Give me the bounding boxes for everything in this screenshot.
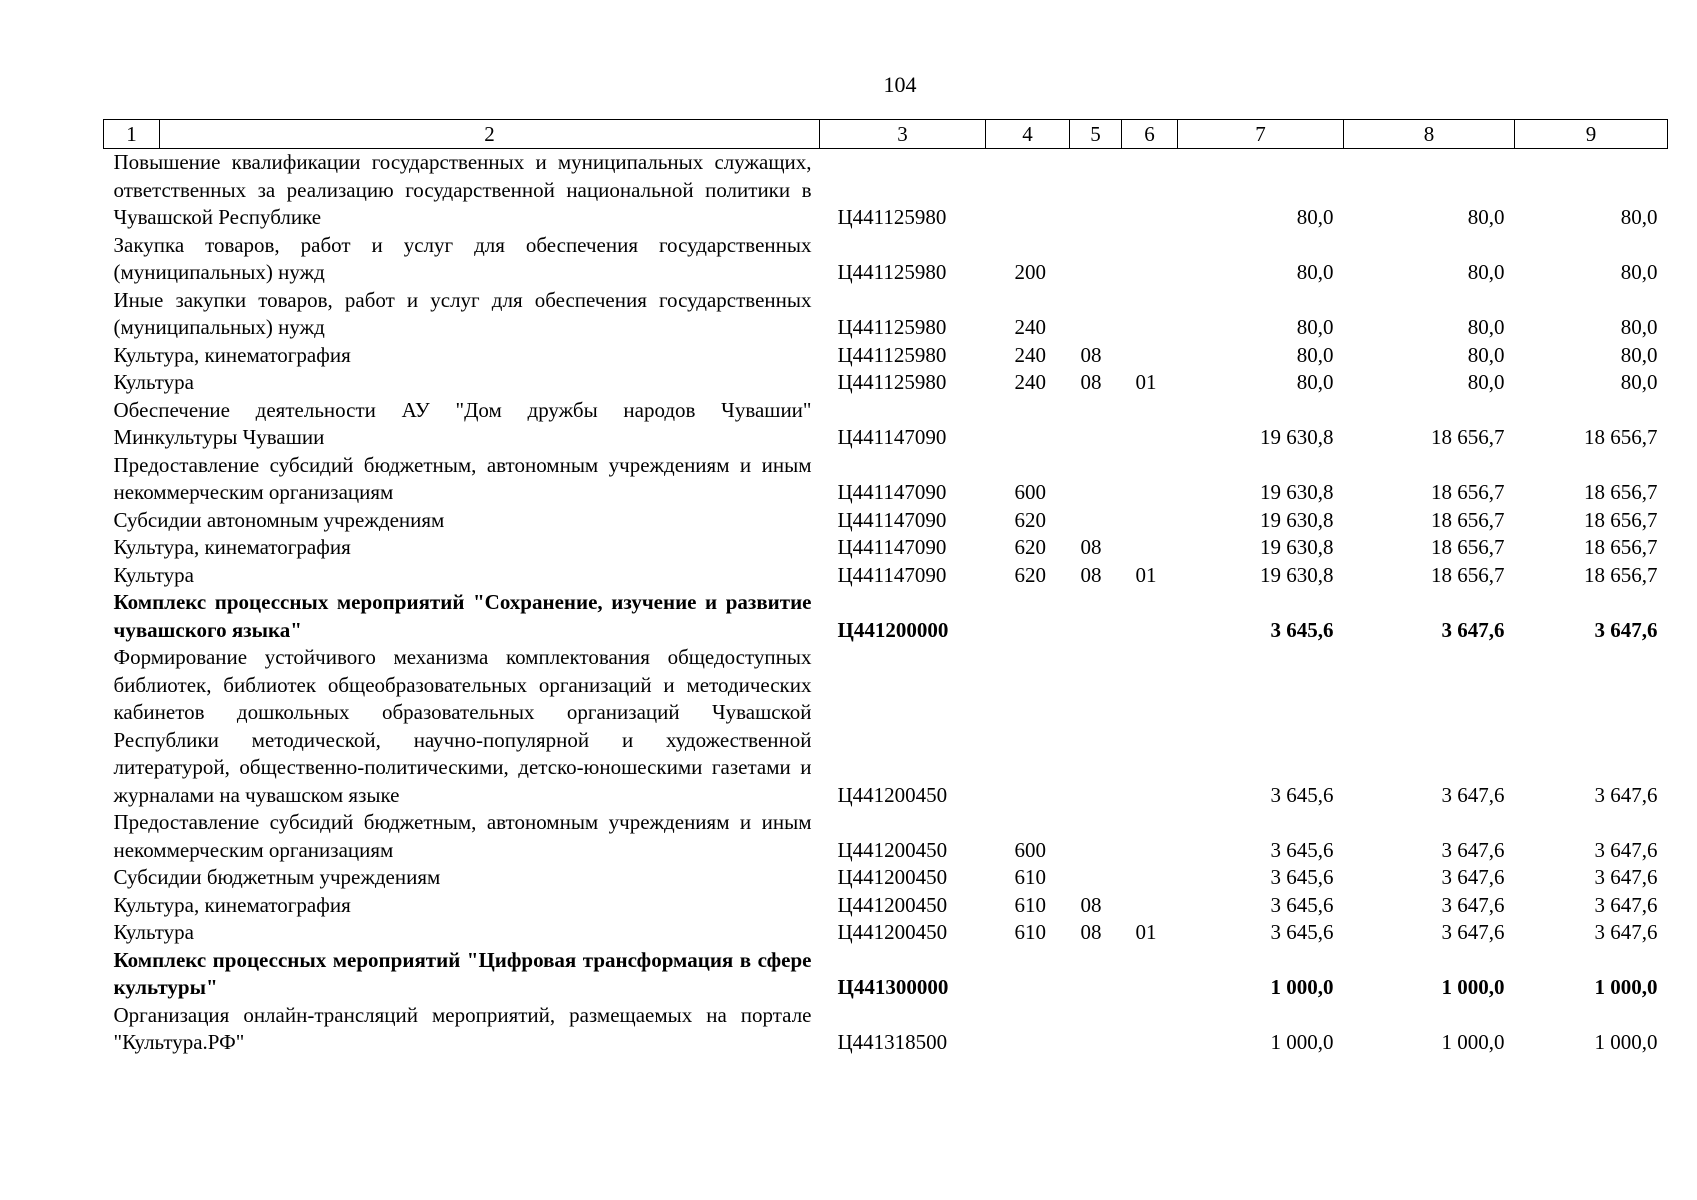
row-amount-3: 18 656,7 [1584,535,1658,559]
row-name: Культура, кинематография [113,535,351,559]
row-section: 08 [1080,562,1102,587]
row-amount-1: 19 630,8 [1260,535,1334,559]
row-name: Предоставление субсидий бюджетным, автономным учреждениям и иным некоммерческим организациям [113,452,812,504]
row-code: Ц441125980 [837,370,947,394]
row-code: Ц441125980 [837,342,947,367]
row-name: Субсидии бюджетным учреждениям [113,865,441,889]
row-amount-1: 80,0 [1296,370,1334,394]
row-section [1070,397,1122,452]
row-amount-1: 80,0 [1296,260,1334,284]
row-amount-1: 19 630,8 [1260,425,1334,449]
table-row [104,644,1668,809]
row-code: Ц441200000 [837,617,949,642]
row-name: Организация онлайн-трансляций мероприятий, размещаемых на портале "Культура.РФ" [113,1002,812,1054]
row-amount-3: 1 000,0 [1594,1030,1658,1054]
row-subsection [1122,507,1178,535]
row-expense-group: 240 [1014,315,1046,339]
row-subsection [1122,589,1178,644]
row-name: Комплекс процессных мероприятий "Сохранение, изучение и развитие чувашского языка" [113,590,812,642]
row-name: Формирование устойчивого механизма комплектования общедоступных библиотек, библиотек общеобразовательных организаций и методических кабинетов дошкольных образовательных организаций Чувашской Республики методической, научно-популярной и художественной литературой, общественно-политическими, детско-юношескими газетами и журналами на чувашском языке [113,645,812,807]
row-expense-group [986,1002,1070,1057]
row-name: Культура, кинематография [113,342,351,367]
row-section [1070,644,1122,809]
table-row [104,809,1668,864]
row-amount-2: 3 647,6 [1441,920,1505,944]
row-amount-3: 3 647,6 [1594,892,1658,917]
row-code: Ц441147090 [837,480,947,504]
table-header [104,120,1668,149]
row-section: 08 [1080,920,1102,944]
row-subsection [1122,644,1178,809]
row-amount-1: 80,0 [1296,205,1334,229]
header-cell-3: 3 [820,120,986,149]
row-subsection [1122,232,1178,287]
row-amount-1: 19 630,8 [1260,562,1334,587]
header-cell-1: 1 [104,120,160,149]
row-name: Иные закупки товаров, работ и услуг для обеспечения государственных (муниципальных) нужд [113,287,812,339]
table-row [104,864,1668,892]
row-subsection: 01 [1135,370,1157,394]
row-subsection [1122,397,1178,452]
table-row [104,507,1668,535]
row-section [1070,864,1122,892]
row-amount-2: 3 647,6 [1441,892,1505,917]
table-row [104,1002,1668,1057]
row-name: Повышение квалификации государственных и муниципальных служащих, ответственных за реализацию государственной национальной политики в Чувашской Республике [113,150,812,229]
row-code: Ц441200450 [837,920,948,944]
header-cell-5: 5 [1070,120,1122,149]
row-amount-3: 3 647,6 [1594,837,1658,862]
header-cell-6: 6 [1122,120,1178,149]
row-section [1070,149,1122,232]
row-amount-2: 18 656,7 [1431,480,1505,504]
row-section [1070,287,1122,342]
row-amount-2: 80,0 [1467,370,1505,394]
row-name: Культура, кинематография [113,892,351,917]
page-number: 104 [883,72,917,97]
row-amount-2: 18 656,7 [1431,562,1505,587]
row-amount-1: 1 000,0 [1270,975,1334,999]
table-row [104,919,1668,947]
header-row [104,120,1668,149]
row-code: Ц441125980 [837,205,947,229]
row-expense-group: 620 [1014,562,1046,587]
budget-table [103,119,1668,1057]
table-row [104,892,1668,920]
row-amount-1: 3 645,6 [1270,782,1334,807]
table-row [104,562,1668,590]
row-amount-3: 80,0 [1620,342,1658,367]
row-name: Обеспечение деятельности АУ "Дом дружбы народов Чувашии" Минкультуры Чувашии [113,397,812,449]
row-amount-3: 1 000,0 [1594,975,1658,999]
row-subsection [1122,892,1178,920]
row-name: Культура [113,562,194,587]
row-expense-group [986,397,1070,452]
header-cell-2: 2 [160,120,820,149]
table-row [104,947,1668,1002]
row-section: 08 [1080,342,1102,367]
row-amount-2: 80,0 [1467,205,1505,229]
row-subsection [1122,149,1178,232]
row-amount-3: 3 647,6 [1594,617,1658,642]
header-cell-8: 8 [1344,120,1515,149]
row-expense-group: 610 [1014,920,1046,944]
row-amount-2: 3 647,6 [1441,837,1505,862]
row-amount-1: 80,0 [1296,342,1334,367]
row-amount-2: 80,0 [1467,260,1505,284]
row-amount-3: 18 656,7 [1584,562,1658,587]
row-code: Ц441147090 [837,425,947,449]
table-row [104,369,1668,397]
table-row [104,287,1668,342]
row-amount-2: 80,0 [1467,315,1505,339]
row-expense-group: 610 [1014,892,1046,917]
row-code: Ц441125980 [837,260,947,284]
row-subsection [1122,452,1178,507]
row-amount-3: 18 656,7 [1584,480,1658,504]
row-amount-1: 3 645,6 [1270,617,1334,642]
row-amount-3: 80,0 [1620,260,1658,284]
row-name: Культура [113,920,194,944]
row-amount-1: 19 630,8 [1260,480,1334,504]
row-expense-group [986,644,1070,809]
row-subsection: 01 [1135,920,1157,944]
row-amount-1: 19 630,8 [1260,507,1334,532]
header-cell-4: 4 [986,120,1070,149]
row-amount-2: 3 647,6 [1441,865,1505,889]
row-amount-1: 3 645,6 [1270,837,1334,862]
row-code: Ц441147090 [837,507,947,532]
row-name: Культура [113,370,194,394]
row-amount-2: 18 656,7 [1431,507,1505,532]
table-row [104,397,1668,452]
row-name: Субсидии автономным учреждениям [113,507,445,532]
header-cell-9: 9 [1515,120,1668,149]
table-row [104,232,1668,287]
row-amount-1: 80,0 [1296,315,1334,339]
row-amount-2: 18 656,7 [1431,535,1505,559]
row-name: Комплекс процессных мероприятий "Цифровая трансформация в сфере культуры" [113,947,812,999]
row-code: Ц441318500 [837,1030,948,1054]
row-amount-2: 1 000,0 [1441,1030,1505,1054]
row-name: Предоставление субсидий бюджетным, автономным учреждениям и иным некоммерческим организациям [113,810,812,862]
row-amount-3: 80,0 [1620,370,1658,394]
row-subsection [1122,864,1178,892]
row-amount-3: 3 647,6 [1594,920,1658,944]
row-code: Ц441125980 [837,315,947,339]
row-section: 08 [1080,370,1102,394]
row-section [1070,452,1122,507]
row-expense-group [986,149,1070,232]
row-code: Ц441200450 [837,837,948,862]
row-code: Ц441200450 [837,865,948,889]
row-section [1070,507,1122,535]
row-amount-2: 80,0 [1467,342,1505,367]
row-amount-2: 3 647,6 [1441,782,1505,807]
table-row [104,149,1668,232]
row-code: Ц441200450 [837,782,948,807]
row-subsection [1122,1002,1178,1057]
row-code: Ц441300000 [837,975,949,999]
row-expense-group: 620 [1014,535,1046,559]
row-amount-2: 1 000,0 [1441,975,1505,999]
row-expense-group: 200 [1014,260,1046,284]
row-amount-3: 80,0 [1620,205,1658,229]
table-row [104,342,1668,370]
row-section [1070,232,1122,287]
table-body [104,149,1668,1057]
table-row [104,589,1668,644]
row-subsection [1122,809,1178,864]
row-amount-2: 3 647,6 [1441,617,1505,642]
row-expense-group [986,589,1070,644]
row-name: Закупка товаров, работ и услуг для обеспечения государственных (муниципальных) нужд [113,232,812,284]
table-row [104,452,1668,507]
row-section [1070,809,1122,864]
row-subsection [1122,947,1178,1002]
row-expense-group: 620 [1014,507,1046,532]
row-amount-3: 3 647,6 [1594,782,1658,807]
table-row [104,534,1668,562]
row-expense-group: 240 [1014,370,1046,394]
row-code: Ц441147090 [837,562,947,587]
header-cell-7: 7 [1178,120,1344,149]
row-amount-1: 1 000,0 [1270,1030,1334,1054]
row-section: 08 [1080,892,1102,917]
row-expense-group: 240 [1014,342,1046,367]
row-section [1070,589,1122,644]
row-section: 08 [1080,535,1102,559]
row-expense-group [986,947,1070,1002]
row-section [1070,947,1122,1002]
row-amount-1: 3 645,6 [1270,920,1334,944]
row-subsection [1122,534,1178,562]
row-subsection: 01 [1135,562,1157,587]
row-section [1070,1002,1122,1057]
row-amount-3: 3 647,6 [1594,865,1658,889]
row-subsection [1122,342,1178,370]
row-amount-3: 18 656,7 [1584,507,1658,532]
row-code: Ц441147090 [837,535,947,559]
row-amount-2: 18 656,7 [1431,425,1505,449]
row-amount-1: 3 645,6 [1270,865,1334,889]
row-amount-1: 3 645,6 [1270,892,1334,917]
row-code: Ц441200450 [837,892,948,917]
row-subsection [1122,287,1178,342]
row-expense-group: 600 [1014,480,1046,504]
row-expense-group: 600 [1014,837,1046,862]
row-expense-group: 610 [1014,865,1046,889]
row-amount-3: 80,0 [1620,315,1658,339]
row-amount-3: 18 656,7 [1584,425,1658,449]
